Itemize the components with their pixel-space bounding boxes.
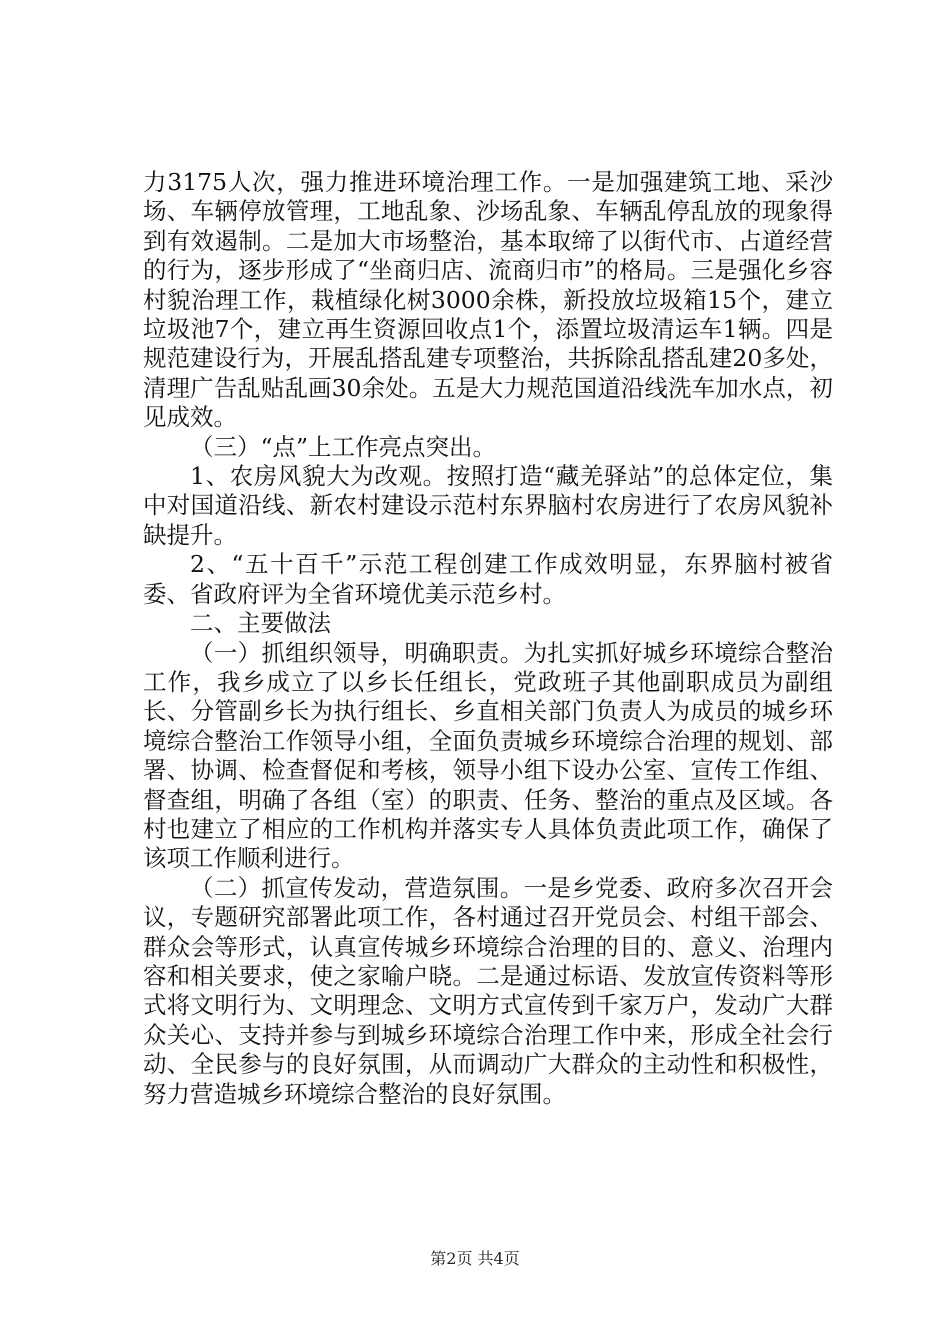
paragraph-1: 力3175人次，强力推进环境治理工作。一是加强建筑工地、采沙场、车辆停放管理，工地乱象、沙场乱象、车辆乱停乱放的现象得到有效遏制。二是加大市场整治，基本取缔了以街代市、占道经营的行为，逐步形成了“坐商归店、流商归市”的格局。三是强化乡容村貌治理工作，栽植绿化树3000余株，新投放垃圾箱15个，建立垃圾池7个，建立再生资源回收点1个，添置垃圾清运车1辆。四是规范建设行为，开展乱搭乱建专项整治，共拆除乱搭乱建20多处，清理广告乱贴乱画30余处。五是大力规范国道沿线洗车加水点，初见成效。	[143, 168, 833, 432]
paragraph-item-1: 1、农房风貌大为改观。按照打造“藏羌驿站”的总体定位，集中对国道沿线、新农村建设示范村东界脑村农房进行了农房风貌补缺提升。	[143, 462, 833, 549]
section-heading-main-methods: 二、主要做法	[190, 609, 331, 638]
paragraph-item-2: 2、“五十百千”示范工程创建工作成效明显，东界脑村被省委、省政府评为全省环境优美示范乡村。	[143, 550, 833, 608]
paragraph-method-2: （二）抓宣传发动，营造氛围。一是乡党委、政府多次召开会议，专题研究部署此项工作，各村通过召开党员会、村组干部会、群众会等形式，认真宣传城乡环境综合治理的目的、意义、治理内容和相关要求，使之家喻户晓。二是通过标语、发放宣传资料等形式将文明行为、文明理念、文明方式宣传到千家万户，发动广大群众关心、支持并参与到城乡环境综合治理工作中来，形成全社会行动、全民参与的良好氛围，从而调动广大群众的主动性和积极性，努力营造城乡环境综合整治的良好氛围。	[143, 873, 833, 1108]
document-body	[143, 168, 833, 1109]
paragraph-section-3-heading: （三）“点”上工作亮点突出。	[190, 432, 497, 461]
paragraph-method-1: （一）抓组织领导，明确职责。为扎实抓好城乡环境综合整治工作，我乡成立了以乡长任组长，党政班子其他副职成员为副组长、分管副乡长为执行组长、乡直相关部门负责人为成员的城乡环境综合整治工作领导小组，全面负责城乡环境综合治理的规划、部署、协调、检查督促和考核，领导小组下设办公室、宣传工作组、督查组，明确了各组（室）的职责、任务、整治的重点及区域。各村也建立了相应的工作机构并落实专人具体负责此项工作，确保了该项工作顺利进行。	[143, 638, 833, 873]
page-footer: 第2页 共4页	[430, 1249, 520, 1268]
